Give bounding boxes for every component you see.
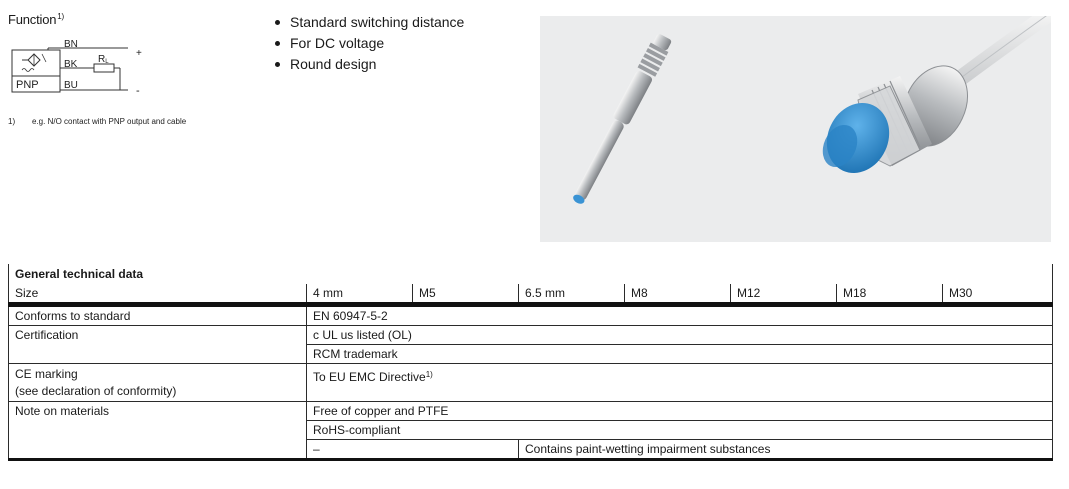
proximity-sensors-illustration xyxy=(540,16,1051,242)
pnp-label: PNP xyxy=(16,79,39,91)
feature-item: Standard switching distance xyxy=(272,12,464,33)
size-cell: 6.5 mm xyxy=(519,284,625,305)
size-cell: M30 xyxy=(943,284,1053,305)
function-footnote xyxy=(8,117,186,126)
row-label-materials: Note on materials xyxy=(9,402,307,460)
ce-label-line-2: (see declaration of conformity) xyxy=(15,384,177,398)
table-row xyxy=(9,326,1053,345)
ce-label-line-1: CE marking xyxy=(15,367,78,381)
table-row xyxy=(9,402,1053,421)
table-title-row xyxy=(9,264,1053,284)
wire-bn-label: BN xyxy=(64,39,78,50)
function-title xyxy=(8,12,64,27)
feature-item: For DC voltage xyxy=(272,33,464,54)
size-cell: M12 xyxy=(731,284,837,305)
load-resistor-icon xyxy=(94,64,114,72)
ce-value-text: To EU EMC Directive xyxy=(313,370,426,384)
resistor-label: RL xyxy=(98,54,109,65)
row-value-materials-rohs: RoHS-compliant xyxy=(307,421,1053,440)
function-title-text: Function xyxy=(8,12,57,27)
plus-terminal-label: + xyxy=(136,48,142,59)
footnote-text: e.g. N/O contact with PNP output and cable xyxy=(32,117,187,126)
size-header-row xyxy=(9,284,1053,305)
row-label-ce-marking xyxy=(9,364,307,402)
minus-terminal-label: - xyxy=(136,85,140,97)
row-value-materials-dash: – xyxy=(307,440,519,460)
product-photo xyxy=(540,16,1051,242)
row-value-materials-paint: Contains paint-wetting impairment substances xyxy=(519,440,1053,460)
row-value-materials-copper: Free of copper and PTFE xyxy=(307,402,1053,421)
footnote-number: 1) xyxy=(8,117,16,126)
wire-bk-label: BK xyxy=(64,59,78,70)
technical-data-table xyxy=(8,264,1053,461)
feature-item: Round design xyxy=(272,54,464,75)
size-label: Size xyxy=(9,284,307,305)
size-cell: M5 xyxy=(413,284,519,305)
large-sensor-image xyxy=(816,55,980,183)
wire-bu-label: BU xyxy=(64,80,78,91)
table-row xyxy=(9,364,1053,402)
row-label-standard: Conforms to standard xyxy=(9,305,307,326)
row-value-certification-ul: c UL us listed (OL) xyxy=(307,326,1053,345)
row-value-certification-rcm: RCM trademark xyxy=(307,345,1053,364)
row-label-certification: Certification xyxy=(9,326,307,364)
proximity-sensor-icon xyxy=(22,54,46,72)
ce-value-footnote-ref: 1) xyxy=(425,370,433,379)
table-title: General technical data xyxy=(9,264,1053,284)
size-cell: M8 xyxy=(625,284,731,305)
table-row xyxy=(9,305,1053,326)
feature-list xyxy=(272,12,464,75)
function-title-footnote-ref: 1) xyxy=(57,12,64,21)
size-cell: M18 xyxy=(837,284,943,305)
small-sensor-image xyxy=(568,32,674,207)
size-cell: 4 mm xyxy=(307,284,413,305)
pnp-wiring-diagram xyxy=(8,36,158,102)
row-value-ce-marking xyxy=(307,364,1053,402)
row-value-standard: EN 60947-5-2 xyxy=(307,305,1053,326)
